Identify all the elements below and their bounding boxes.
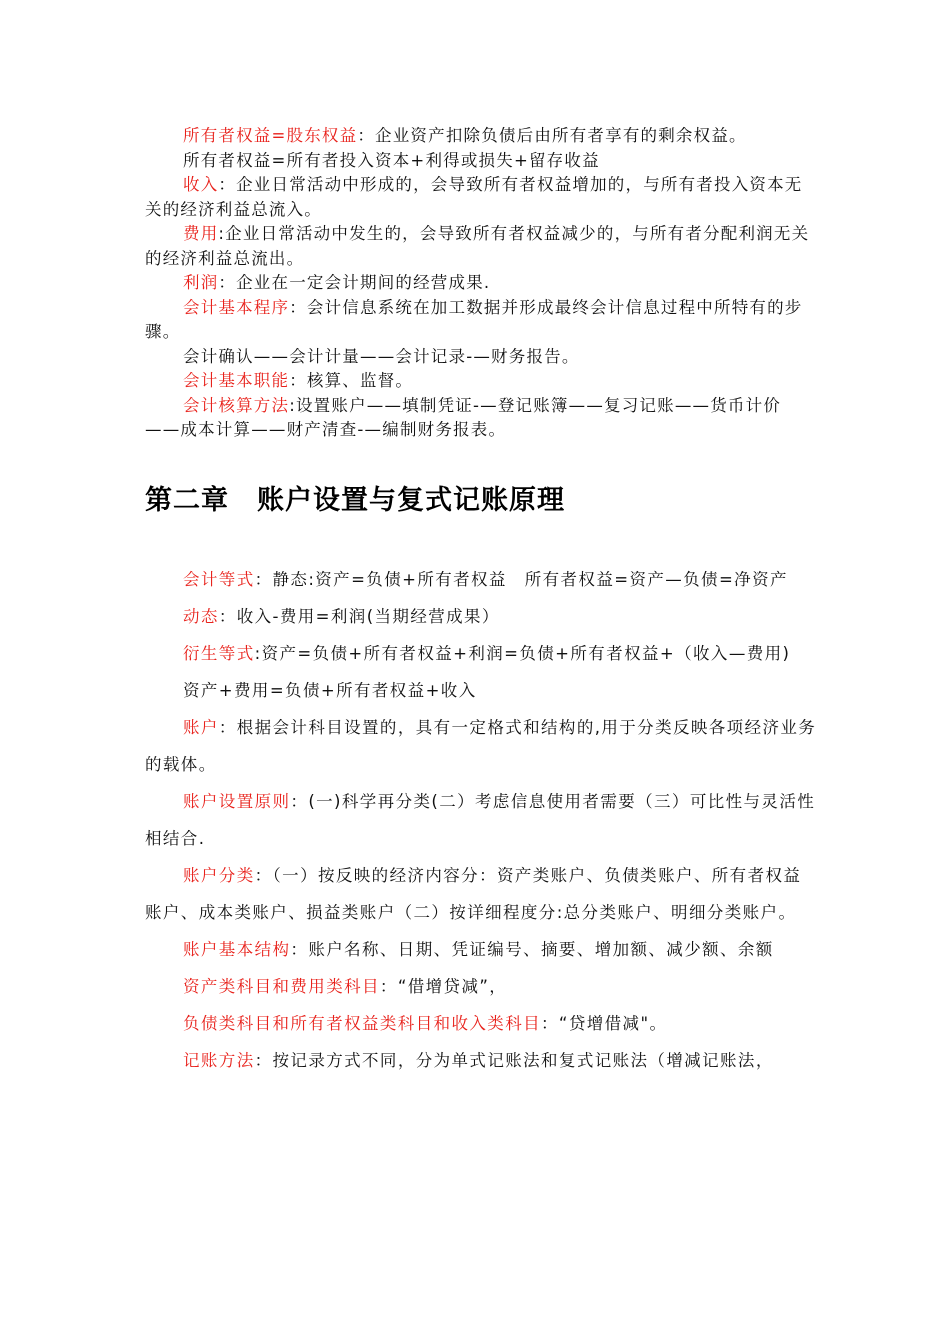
definition-text: （一）按反映的经济内容分：资产类账户、负债类账户、所有者权益账户、成本类账户、损益类账户（二）按详细程度分:总分类账户、明细分类账户。 bbox=[145, 866, 802, 922]
paragraph bbox=[145, 271, 815, 296]
paragraph bbox=[145, 345, 815, 370]
term-label: 费用 bbox=[183, 224, 219, 243]
separator: : bbox=[218, 224, 226, 243]
paragraph bbox=[145, 672, 817, 709]
separator: : bbox=[289, 395, 296, 415]
separator: ： bbox=[218, 718, 237, 737]
process-text: 会计确认——会计计量——会计记录-—财务报告。 bbox=[183, 346, 580, 366]
paragraph bbox=[145, 635, 817, 672]
separator: ： bbox=[254, 1051, 273, 1070]
definition-text: 静态:资产=负债+所有者权益 所有者权益=资产—负债=净资产 bbox=[272, 570, 788, 589]
term-label: 资产类科目和费用类科目 bbox=[183, 977, 380, 996]
separator: ： bbox=[541, 1014, 559, 1033]
term-label: 衍生等式 bbox=[183, 644, 255, 663]
separator: ： bbox=[289, 371, 307, 390]
term-label: 动态 bbox=[183, 607, 219, 626]
term-label: 会计核算方法 bbox=[183, 395, 290, 415]
paragraph bbox=[145, 561, 817, 598]
term-label: 会计等式 bbox=[183, 570, 255, 589]
definition-text: 设置账户——填制凭证-—登记账簿——复习记账——货币计价——成本计算——财产清查-—编制财务报表。 bbox=[145, 395, 782, 439]
definition-text: 企业日常活动中发生的，会导致所有者权益减少的，与所有者分配利润无关的经济利益总流出。 bbox=[145, 224, 810, 268]
term-label: 利润 bbox=[183, 273, 219, 292]
definition-text: 企业日常活动中形成的，会导致所有者权益增加的，与所有者投入资本无关的经济利益总流入。 bbox=[145, 175, 803, 219]
paragraph bbox=[145, 296, 815, 345]
definition-text: 根据会计科目设置的，具有一定格式和结构的,用于分类反映各项经济业务的载体。 bbox=[145, 718, 817, 774]
definition-text: “借增贷减”， bbox=[397, 977, 508, 996]
paragraph bbox=[145, 1005, 817, 1042]
term-label: 账户设置原则 bbox=[183, 792, 291, 811]
definition-text: 会计信息系统在加工数据并形成最终会计信息过程中所特有的步骤。 bbox=[145, 297, 803, 341]
term-label: 会计基本程序 bbox=[183, 297, 290, 317]
definition-text: (一)科学再分类(二）考虑信息使用者需要（三）可比性与灵活性相结合. bbox=[145, 792, 816, 848]
paragraph bbox=[145, 709, 817, 783]
separator: ： bbox=[289, 297, 307, 317]
definition-text: “贷增借减"。 bbox=[558, 1014, 668, 1033]
separator: ： bbox=[218, 273, 237, 292]
formula-text: 资产+费用=负债+所有者权益+收入 bbox=[183, 681, 477, 700]
term-label: 所有者权益=股东权益 bbox=[183, 126, 358, 145]
separator: : bbox=[254, 644, 262, 663]
term-label: 收入 bbox=[183, 175, 219, 194]
paragraph bbox=[145, 968, 817, 1005]
paragraph bbox=[145, 931, 817, 968]
formula-text: 所有者权益=所有者投入资本+利得或损失+留存收益 bbox=[183, 150, 600, 170]
definition-text: 收入-费用=利润(当期经营成果） bbox=[236, 607, 500, 626]
section-accounting-elements bbox=[145, 124, 815, 443]
separator: ： bbox=[379, 977, 398, 996]
term-label: 账户 bbox=[183, 718, 219, 737]
definition-text: 企业资产扣除负债后由所有者享有的剩余权益。 bbox=[375, 126, 747, 145]
paragraph bbox=[145, 598, 817, 635]
paragraph bbox=[145, 222, 815, 271]
paragraph bbox=[145, 1042, 817, 1079]
paragraph bbox=[145, 124, 815, 149]
separator: ： bbox=[290, 940, 309, 959]
definition-text: 资产=负债+所有者权益+利润=负债+所有者权益+（收入—费用) bbox=[261, 644, 791, 663]
chapter-heading: 第二章 账户设置与复式记账原理 bbox=[145, 485, 565, 516]
paragraph bbox=[145, 783, 817, 857]
separator: ： bbox=[218, 175, 237, 194]
definition-text: 企业在一定会计期间的经营成果. bbox=[236, 273, 491, 292]
definition-text: 按记录方式不同，分为单式记账法和复式记账法（增减记账法， bbox=[272, 1051, 774, 1070]
term-label: 会计基本职能 bbox=[183, 371, 290, 390]
definition-text: 账户名称、日期、凭证编号、摘要、增加额、减少额、余额 bbox=[308, 940, 774, 959]
separator: ： bbox=[254, 570, 273, 589]
separator: ： bbox=[218, 607, 237, 626]
definition-text: 核算、监督。 bbox=[306, 371, 414, 390]
separator: ： bbox=[254, 866, 273, 885]
paragraph bbox=[145, 173, 815, 222]
separator: ： bbox=[290, 792, 309, 811]
term-label: 账户分类 bbox=[183, 866, 255, 885]
section-accounts-and-double-entry bbox=[145, 561, 817, 1079]
paragraph bbox=[145, 394, 815, 443]
term-label: 负债类科目和所有者权益类科目和收入类科目 bbox=[183, 1014, 541, 1033]
paragraph bbox=[145, 369, 815, 394]
paragraph bbox=[145, 149, 815, 174]
separator: ： bbox=[357, 126, 376, 145]
term-label: 记账方法 bbox=[183, 1051, 255, 1070]
paragraph bbox=[145, 857, 817, 931]
term-label: 账户基本结构 bbox=[183, 940, 291, 959]
